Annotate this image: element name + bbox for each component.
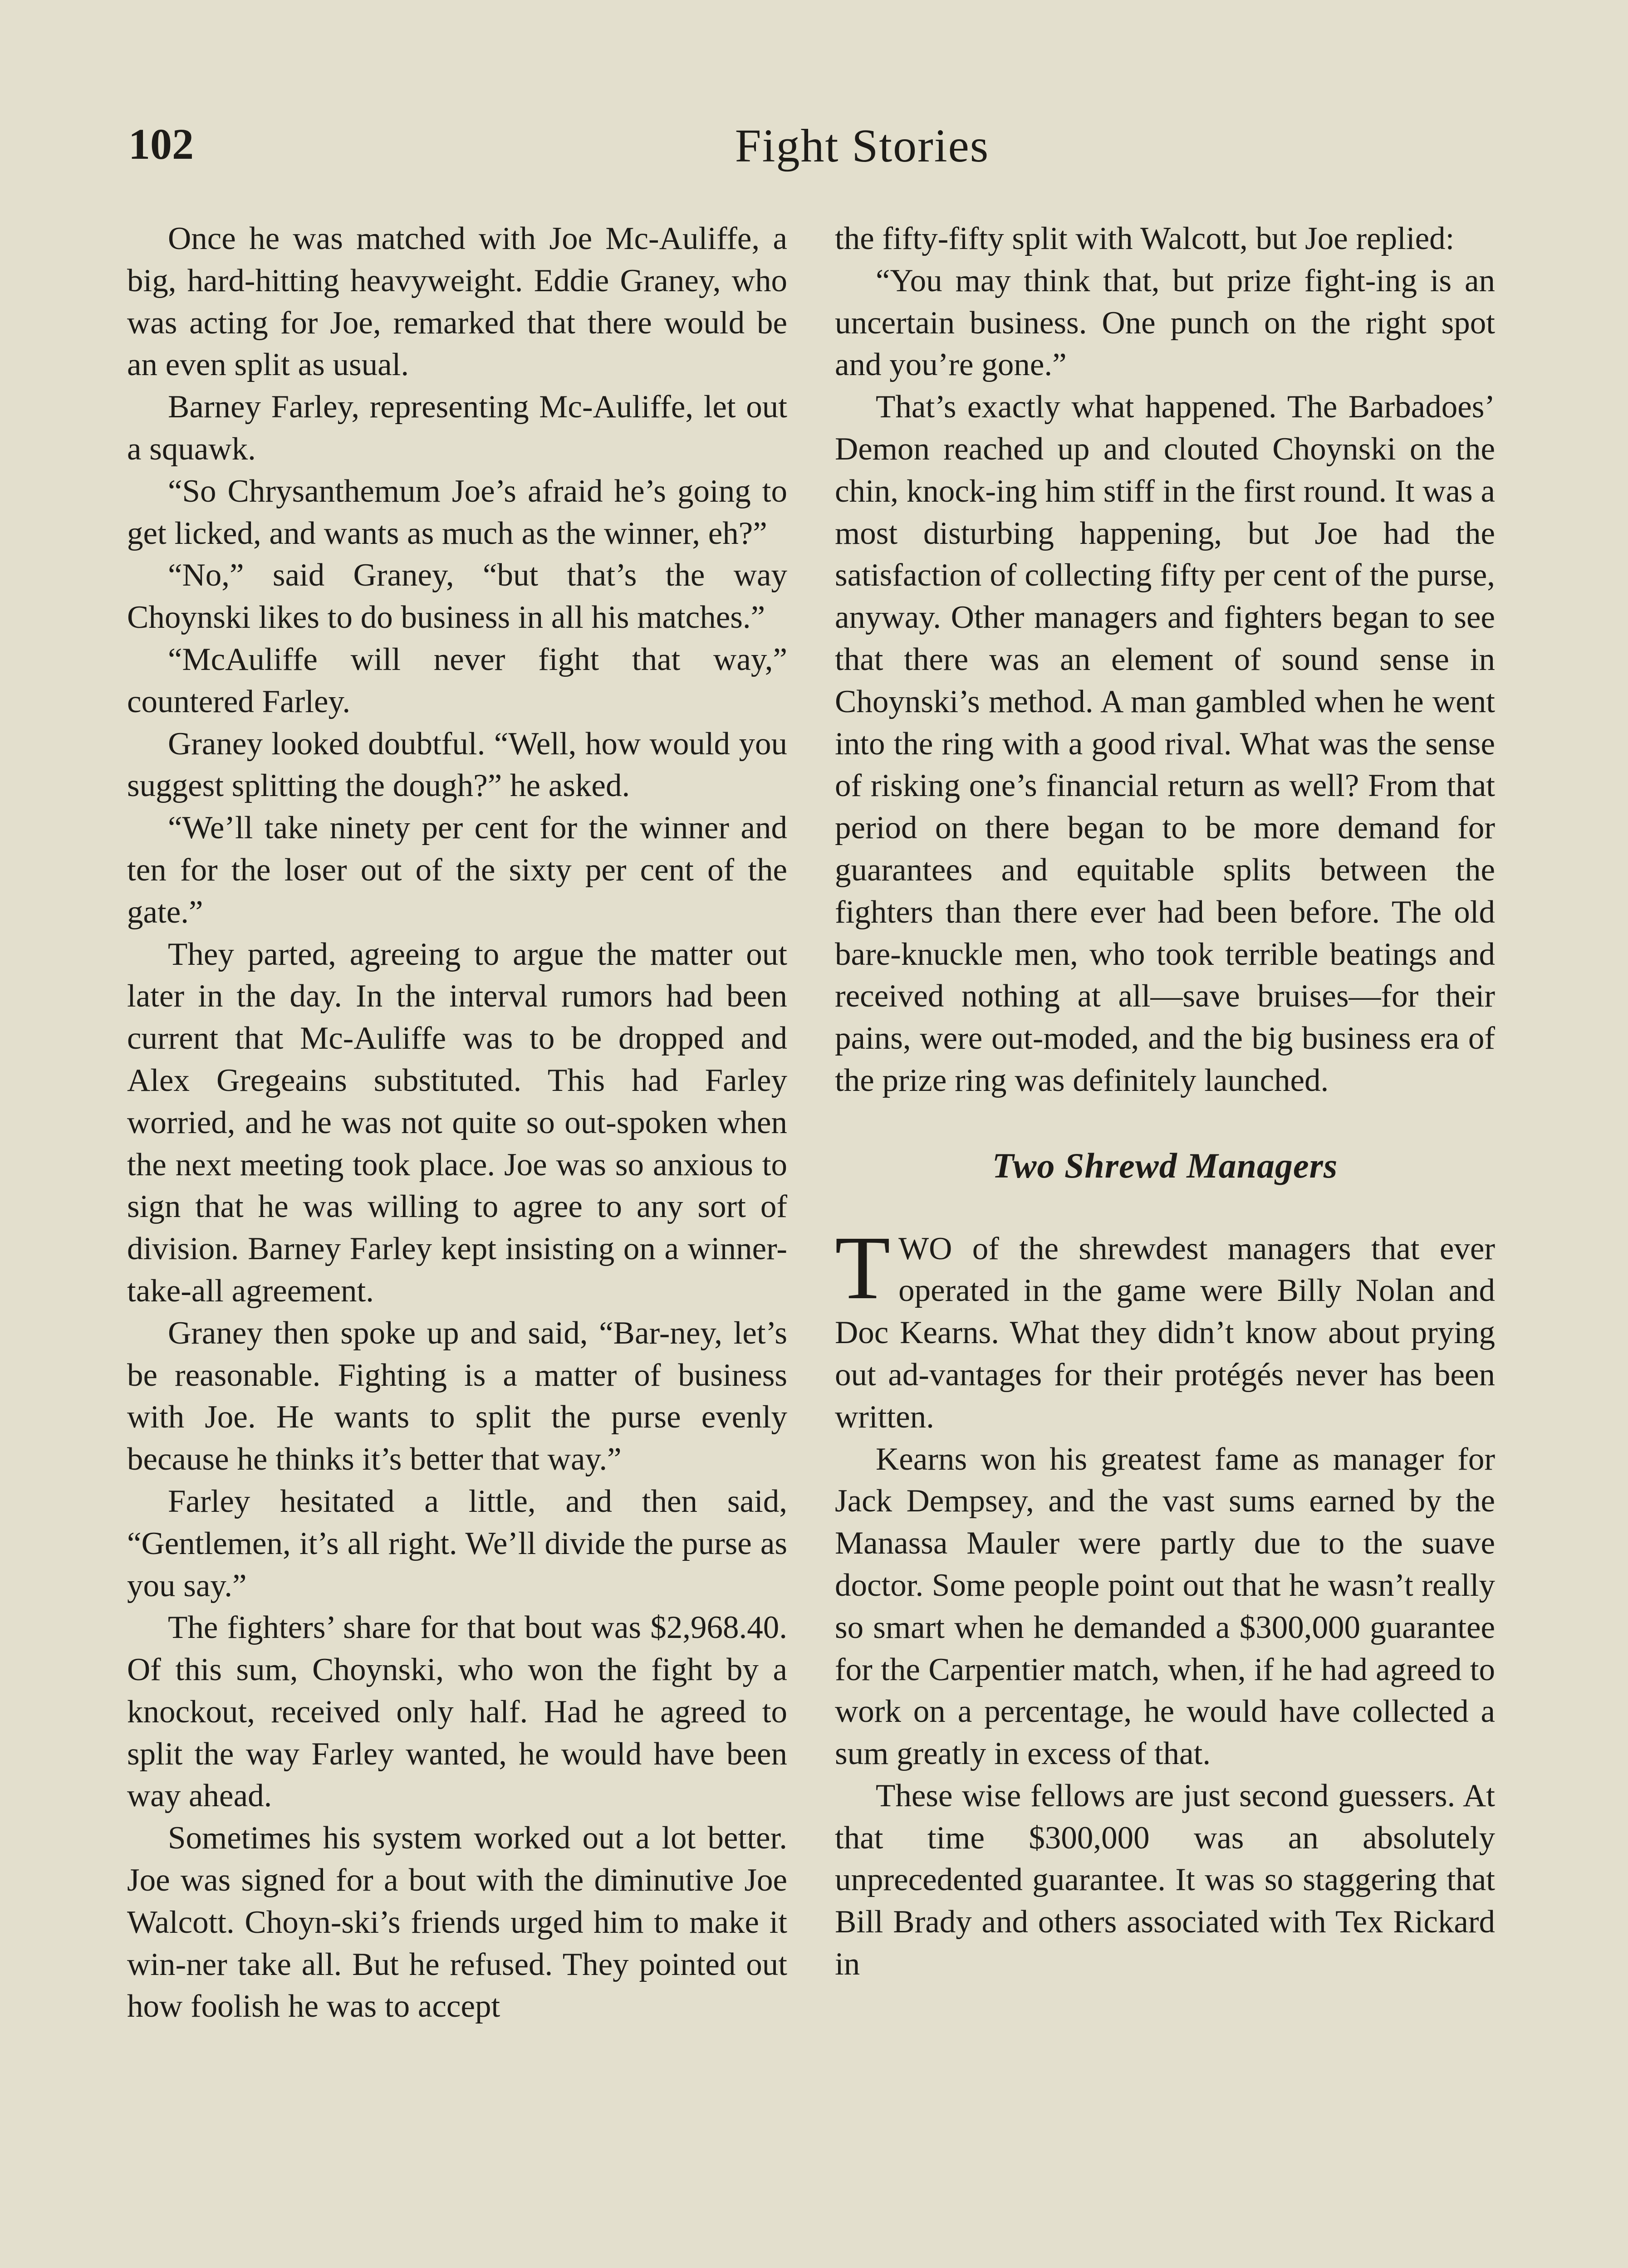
drop-cap: T [835, 1217, 891, 1318]
paragraph: Kearns won his greatest fame as manager for Jack Dempsey, and the vast sums earned by the Manassa Mauler were partly due to the suave doctor. Some people point out that he wasn’t really so smart when he demanded a $300,000 guarantee for the Carpentier match, when, if he had agreed to work on a percentage, he would have collected a sum greatly in excess of that. [835, 1441, 1495, 1772]
paragraph: “You may think that, but prize fight-ing is an uncertain business. One punch on the right spot and you’re gone.” [835, 263, 1495, 383]
paragraph: That’s exactly what happened. The Barbadoes’ Demon reached up and clouted Choynski on the chin, knock-ing him stiff in the first round. It was a most disturbing happening, but Joe had the satisfaction of collecting fifty per cent of the purse, anyway. Other managers and fighters began to see that there was an element of sound sense in Choynski’s method. A man gambled when he went into the ring with a good rival. What was the sense of risking one’s financial return as well? From that period on there began to be more demand for guarantees and equitable splits between the fighters than there ever had been before. The old bare-knuckle men, who took terrible beatings and received nothing at all—save bruises—for their pains, were out-moded, and the big business era of the prize ring was definitely launched. [835, 389, 1495, 1098]
paragraph: These wise fellows are just second guessers. At that time $300,000 was an absolutely unprecedented guarantee. It was so staggering that Bill Brady and others associated with Tex Rickard in [835, 1778, 1495, 1982]
paragraph: “McAuliffe will never fight that way,” countered Farley. [127, 641, 787, 719]
paragraph: The fighters’ share for that bout was $2,968.40. Of this sum, Choynski, who won the fight by a knockout, received only half. Had he agreed to split the way Farley wanted, he would have been way ahead. [127, 1610, 787, 1814]
paragraph: “So Chrysanthemum Joe’s afraid he’s going to get licked, and wants as much as the winner, eh?” [127, 473, 787, 551]
paragraph: “We’ll take ninety per cent for the winner and ten for the loser out of the sixty per cent of the gate.” [127, 810, 787, 930]
paragraph: “No,” said Graney, “but that’s the way Choynski likes to do business in all his matches.” [127, 557, 787, 635]
paragraph: They parted, agreeing to argue the matter out later in the day. In the interval rumors had been current that Mc-Auliffe was to be dropped and Alex Gregeains substituted. This had Farley worried, and he was not quite so out-spoken when the next meeting took place. Joe was so anxious to sign that he was willing to agree to any sort of division. Barney Farley kept insisting on a winner-take-all agreement. [127, 936, 787, 1309]
paragraph: Sometimes his system worked out a lot better. Joe was signed for a bout with the diminutive Joe Walcott. Choyn-ski’s friends urged him to make it win-ner take all. But he refused. They pointed out how foolish he was to accept [127, 1820, 787, 2024]
left-column [127, 218, 787, 2028]
continued-paragraph: the fifty-fifty split with Walcott, but Joe replied: [835, 221, 1455, 256]
paragraph: Graney looked doubtful. “Well, how would you suggest splitting the dough?” he asked. [127, 726, 787, 804]
paragraph: Once he was matched with Joe Mc-Auliffe, a big, hard-hitting heavyweight. Eddie Graney, who was acting for Joe, remarked that there would be an even split as usual. [127, 221, 787, 383]
drop-cap-paragraph-text: WO of the shrewdest managers that ever operated in the game were Billy Nolan and Doc Kearns. What they didn’t know about prying out ad-vantages for their protégés never has been written. [835, 1231, 1495, 1435]
right-column [835, 218, 1495, 1985]
paragraph: Barney Farley, representing Mc-Auliffe, let out a squawk. [127, 389, 787, 467]
drop-cap-paragraph [835, 1217, 1495, 1438]
paragraph: Graney then spoke up and said, “Bar-ney, let’s be reasonable. Fighting is a matter of business with Joe. He wants to split the purse evenly because he thinks it’s better that way.” [127, 1315, 787, 1477]
paragraph: Farley hesitated a little, and then said, “Gentlemen, it’s all right. We’ll divide the purse as you say.” [127, 1483, 787, 1603]
running-title: Fight Stories [735, 120, 990, 172]
page-number: 102 [128, 120, 194, 168]
section-heading: Two Shrewd Managers [992, 1145, 1338, 1185]
